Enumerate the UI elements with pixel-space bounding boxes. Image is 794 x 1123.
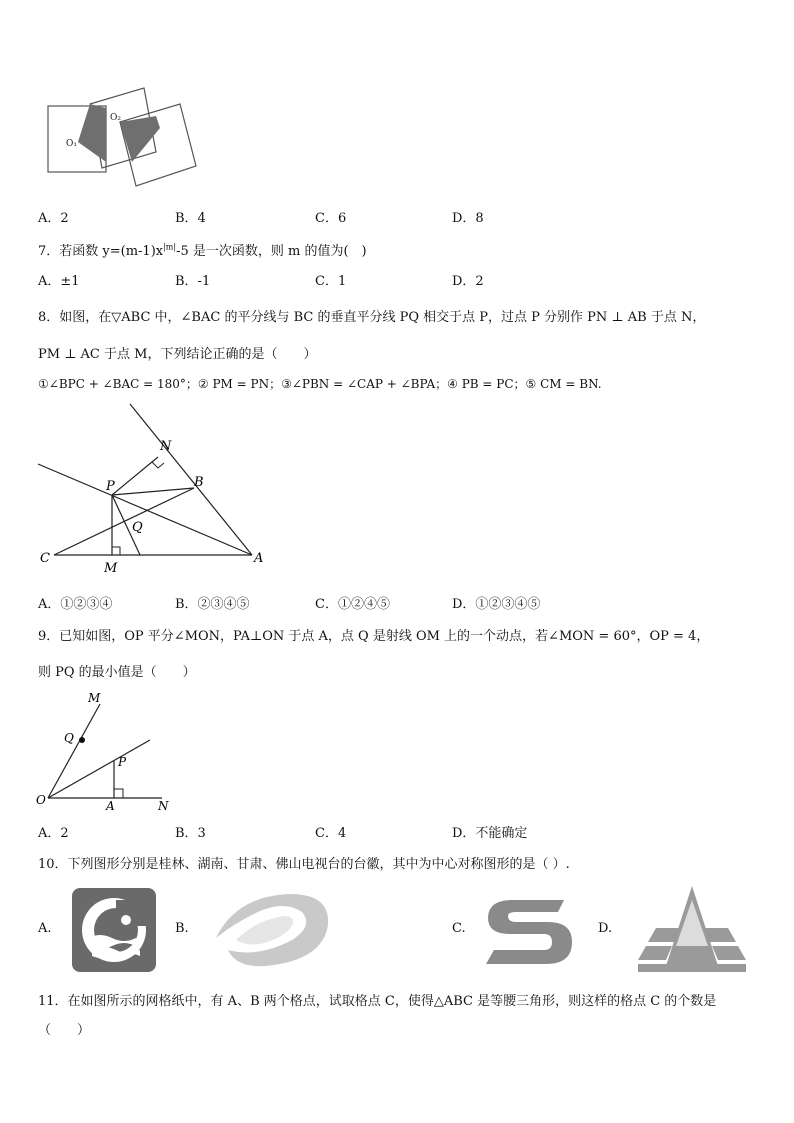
shaded-region-left [78,104,106,162]
label-o2: O₂ [110,113,121,123]
guilin-tv-logo [70,886,158,974]
label-p: P [118,755,127,769]
q10-stem: 10．下列图形分别是桂林、湖南、甘肃、佛山电视台的台徽，其中为中心对称图形的是（ ）. [38,857,570,872]
foshan-tv-logo [634,884,750,974]
q8-option-c: C．①②④⑤ [315,597,390,612]
q9-option-b: B．3 [175,826,206,841]
label-b: B [194,475,204,490]
right-angle-n [152,462,164,468]
q9-option-d: D．不能确定 [452,826,528,841]
q10-option-c-label: C. [452,921,466,936]
right-angle-a [114,789,123,798]
label-c: C [40,551,50,566]
q7-option-d: D．2 [452,274,484,289]
q9-line-1: 9．已知如图，OP 平分∠MON，PA⊥ON 于点 A，点 Q 是射线 OM 上的一个动点，若∠MON = 60°，OP = 4， [38,629,710,644]
q9-option-a: A．2 [38,826,69,841]
hunan-tv-logo [206,890,334,970]
q10-option-a-label: A. [38,921,52,936]
q6-option-a: A．2 [38,211,69,226]
q8-line-2: PM ⊥ AC 于点 M，下列结论正确的是（ ） [38,347,317,362]
q6-option-c: C．6 [315,211,347,226]
q7-option-c: C．1 [315,274,347,289]
q10-option-b-label: B. [175,921,189,936]
line-ap-extended [38,464,252,555]
q7-exponent: |m| [163,242,177,252]
label-m: M [104,561,118,576]
ray-op [48,740,150,798]
q8-option-b: B．②③④⑤ [175,597,250,612]
gansu-tv-logo [482,892,576,970]
q8-line-1: 8．如图，在▽ABC 中，∠BAC 的平分线与 BC 的垂直平分线 PQ 相交于点 P，过点 P 分别作 PN ⊥ AB 于点 N， [38,310,706,325]
q8-option-a: A．①②③④ [38,597,113,612]
label-o1: O₁ [66,139,77,149]
q11-line-2: （ ） [38,1023,91,1038]
q10-option-d-label: D. [598,921,613,936]
q7-stem-head: 7．若函数 y=(m-1)x [38,244,164,259]
q7-stem [38,240,367,259]
label-n: N [160,439,172,454]
q9-line-2: 则 PQ 的最小值是（ ） [38,665,196,680]
q8-option-d: D．①②③④⑤ [452,597,541,612]
triangle-figure [34,400,274,578]
q6-option-b: B．4 [175,211,206,226]
label-q: Q [64,731,74,745]
label-m: M [88,691,101,705]
label-a: A [106,799,115,813]
q9-option-c: C．4 [315,826,347,841]
overlapping-squares-figure [44,82,199,192]
ray-an [130,404,252,555]
q7-option-b: B．-1 [175,274,211,289]
q8-statements: ①∠BPC + ∠BAC = 180°；② PM = PN；③∠PBN = ∠CAP + ∠BPA；④ PB = PC；⑤ CM = BN. [38,377,602,391]
label-n: N [158,799,169,813]
right-angle-m [112,547,120,555]
label-a: A [254,551,264,566]
q7-option-a: A．±1 [38,274,80,289]
label-p: P [106,479,115,494]
label-q: Q [132,520,143,535]
angle-bisector-figure [34,688,184,814]
label-o: O [36,793,46,807]
point-q [79,737,85,743]
q6-option-d: D．8 [452,211,484,226]
line-pn [112,457,158,495]
q11-line-1: 11．在如图所示的网格纸中，有 A、B 两个格点，试取格点 C，使得△ABC 是等腰三角形，则这样的格点 C 的个数是 [38,994,717,1009]
q7-stem-tail: -5 是一次函数，则 m 的值为( ) [176,244,367,259]
